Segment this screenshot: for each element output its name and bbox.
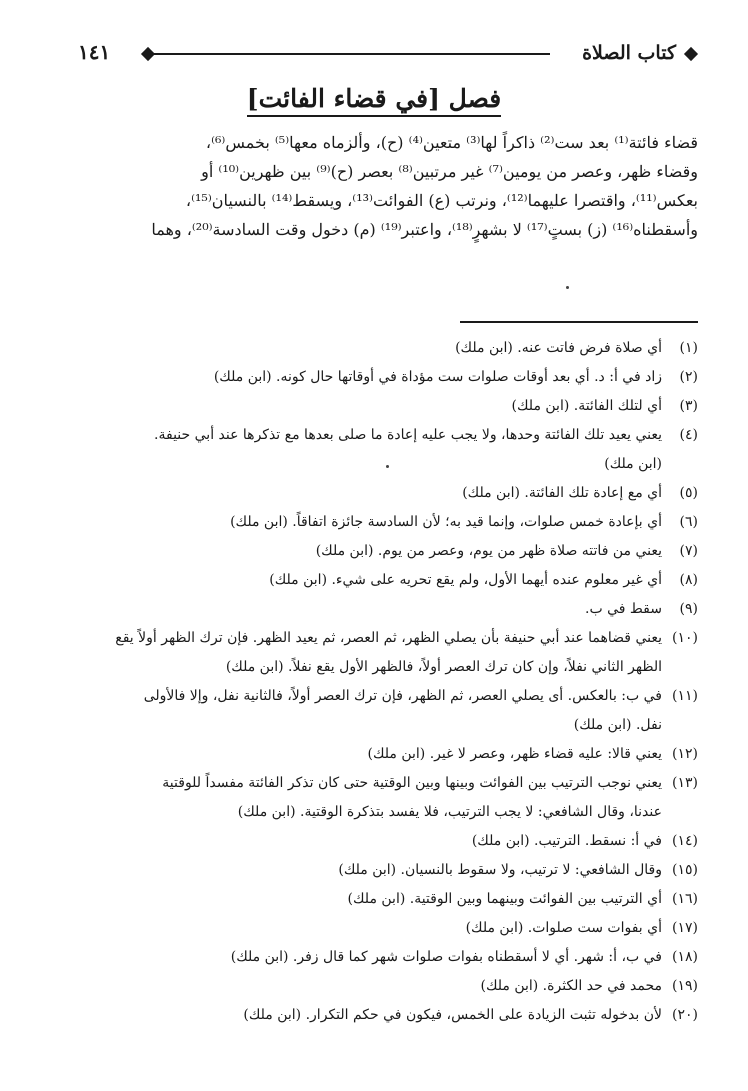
footnote-text: في ب، أ: شهر. أي لا أسقطناه بفوات صلوات شهر كما قال زفر. (ابن ملك): [230, 949, 662, 965]
footnote-continuation: عندنا، وقال الشافعي: لا يجب الترتيب، فلا يفسد بتذكرة الوقتية. (ابن ملك): [237, 804, 662, 820]
footnote: [72, 334, 698, 363]
footnote-number: (٩): [679, 601, 698, 617]
footnote-number: (١٧): [672, 920, 698, 936]
footnote-number: (٢): [679, 369, 698, 385]
footnote-number: (١٣): [672, 775, 698, 791]
footnotes: [72, 334, 698, 1030]
footnote-number: (٢٠): [672, 1007, 698, 1023]
footnote-text: لأن بدخوله تثبت الزيادة على الخمس، فيكون في حكم التكرار. (ابن ملك): [243, 1007, 662, 1023]
page-number: ١٤١: [78, 40, 111, 64]
main-text: [72, 128, 698, 244]
footnote-text: يعني من فاتته صلاة ظهر من يوم، وعصر من يوم. (ابن ملك): [315, 543, 662, 559]
footnote-continuation: الظهر الثاني نفلاً، وإن كان ترك العصر أولاً، فالظهر الأول يقع نفلاً. (ابن ملك): [225, 659, 662, 675]
footnote: [72, 740, 698, 769]
footnote-text: يعني قالا: عليه قضاء ظهر، وعصر لا غير. (ابن ملك): [367, 746, 662, 762]
footnote-number: (١١): [672, 688, 698, 704]
chapter-title: كتاب الصلاة: [582, 42, 676, 64]
footnote-text: أي بإعادة خمس صلوات، وإنما قيد به؛ لأن السادسة جائزة اتفاقاً. (ابن ملك): [230, 514, 662, 530]
footnote-number: (٤): [679, 427, 698, 443]
footnote-text: يعني يعيد تلك الفائتة وحدها، ولا يجب عليه إعادة ما صلى بعدها مع تذكرها عند أبي حنيفة.: [154, 427, 662, 443]
footnote: [72, 1001, 698, 1030]
footnote-number: (١٠): [672, 630, 698, 646]
footnote-text: أي مع إعادة تلك الفائتة. (ابن ملك): [462, 485, 662, 501]
footnote: [72, 943, 698, 972]
footnote-number: (٧): [679, 543, 698, 559]
footnote-text: محمد في حد الكثرة. (ابن ملك): [480, 978, 662, 994]
footnote-text: أي لتلك الفائتة. (ابن ملك): [511, 398, 662, 414]
footnote-number: (١٦): [672, 891, 698, 907]
footnote-number: (١): [679, 340, 698, 356]
footnote: [72, 682, 698, 740]
footnote-text: سقط في ب.: [585, 601, 662, 617]
section-heading-wrap: [0, 84, 748, 117]
header-rule: [148, 53, 550, 55]
footnote: [72, 421, 698, 479]
section-heading: فصل [في قضاء الفائت]: [247, 84, 501, 117]
footnote: [72, 827, 698, 856]
footnote: [72, 479, 698, 508]
running-header: [78, 38, 698, 72]
footnote: [72, 363, 698, 392]
main-line: وقضاء ظهر، وعصر من يومين⁽⁷⁾ غير مرتبين⁽⁸⁾ بعصر (ح)⁽⁹⁾ بين ظهرين⁽¹⁰⁾ أو: [201, 162, 698, 181]
footnote-text: زاد في أ: د. أي بعد أوقات صلوات ست مؤداة في أوقاتها حال كونه. (ابن ملك): [213, 369, 662, 385]
footnote-number: (٥): [679, 485, 698, 501]
footnote-number: (١٩): [672, 978, 698, 994]
footnote-divider: [460, 321, 698, 323]
footnote-text: أي صلاة فرض فاتت عنه. (ابن ملك): [455, 340, 662, 356]
footnote-number: (٦): [679, 514, 698, 530]
footnote: [72, 972, 698, 1001]
footnote: [72, 595, 698, 624]
footnote: [72, 624, 698, 682]
footnote-text: يعني قضاهما عند أبي حنيفة بأن يصلي الظهر، ثم العصر، ثم يعيد الظهر. فإن ترك الظهر أولاً يقع: [115, 630, 662, 646]
diamond-ornament-icon: [684, 47, 698, 61]
footnote-text: وقال الشافعي: لا ترتيب، ولا سقوط بالنسيان. (ابن ملك): [338, 862, 662, 878]
footnote-number: (١٥): [672, 862, 698, 878]
main-line: وأسقطناه⁽¹⁶⁾ (ز) بستٍ⁽¹⁷⁾ لا بشهرٍ⁽¹⁸⁾، واعتبر⁽¹⁹⁾ (م) دخول وقت السادسة⁽²⁰⁾، وهما: [151, 220, 698, 239]
footnote: [72, 508, 698, 537]
footnote: [72, 885, 698, 914]
footnote-number: (٨): [679, 572, 698, 588]
main-line: قضاء فائتة⁽¹⁾ بعد ست⁽²⁾ ذاكراً لها⁽³⁾ متعين⁽⁴⁾ (ح)، وألزماه معها⁽⁵⁾ بخمس⁽⁶⁾،: [205, 133, 698, 152]
footnote-number: (٣): [679, 398, 698, 414]
footnote: [72, 537, 698, 566]
footnote-text: في ب: بالعكس. أى يصلي العصر، ثم الظهر، فإن ترك العصر أولاً، فالثانية نفل، وإلا فالأولى: [143, 688, 662, 704]
footnote: [72, 914, 698, 943]
print-speck: [566, 286, 569, 289]
main-line: بعكس⁽¹¹⁾، واقتصرا عليهما⁽¹²⁾، ونرتب (ع) الفوائت⁽¹³⁾، ويسقط⁽¹⁴⁾ بالنسيان⁽¹⁵⁾،: [185, 191, 698, 210]
footnote: [72, 392, 698, 421]
footnote-text: في أ: نسقط. الترتيب. (ابن ملك): [471, 833, 662, 849]
footnote-number: (١٢): [672, 746, 698, 762]
footnote-text: أي بفوات ست صلوات. (ابن ملك): [465, 920, 662, 936]
footnote-text: يعني نوجب الترتيب بين الفوائت وبينها وبين الوقتية حتى كان تذكر الفائتة مفسداً للوقتية: [162, 775, 662, 791]
diamond-ornament-icon: [141, 47, 155, 61]
footnote: [72, 566, 698, 595]
footnote-text: أي الترتيب بين الفوائت وبينهما وبين الوقتية. (ابن ملك): [347, 891, 662, 907]
footnote-continuation: نفل. (ابن ملك): [573, 717, 662, 733]
footnote-text: أي غير معلوم عنده أيهما الأول، ولم يقع تحريه على شيء. (ابن ملك): [269, 572, 662, 588]
footnote: [72, 856, 698, 885]
footnote-number: (١٨): [672, 949, 698, 965]
footnote-continuation: (ابن ملك): [604, 456, 662, 472]
footnote-number: (١٤): [672, 833, 698, 849]
footnote: [72, 769, 698, 827]
